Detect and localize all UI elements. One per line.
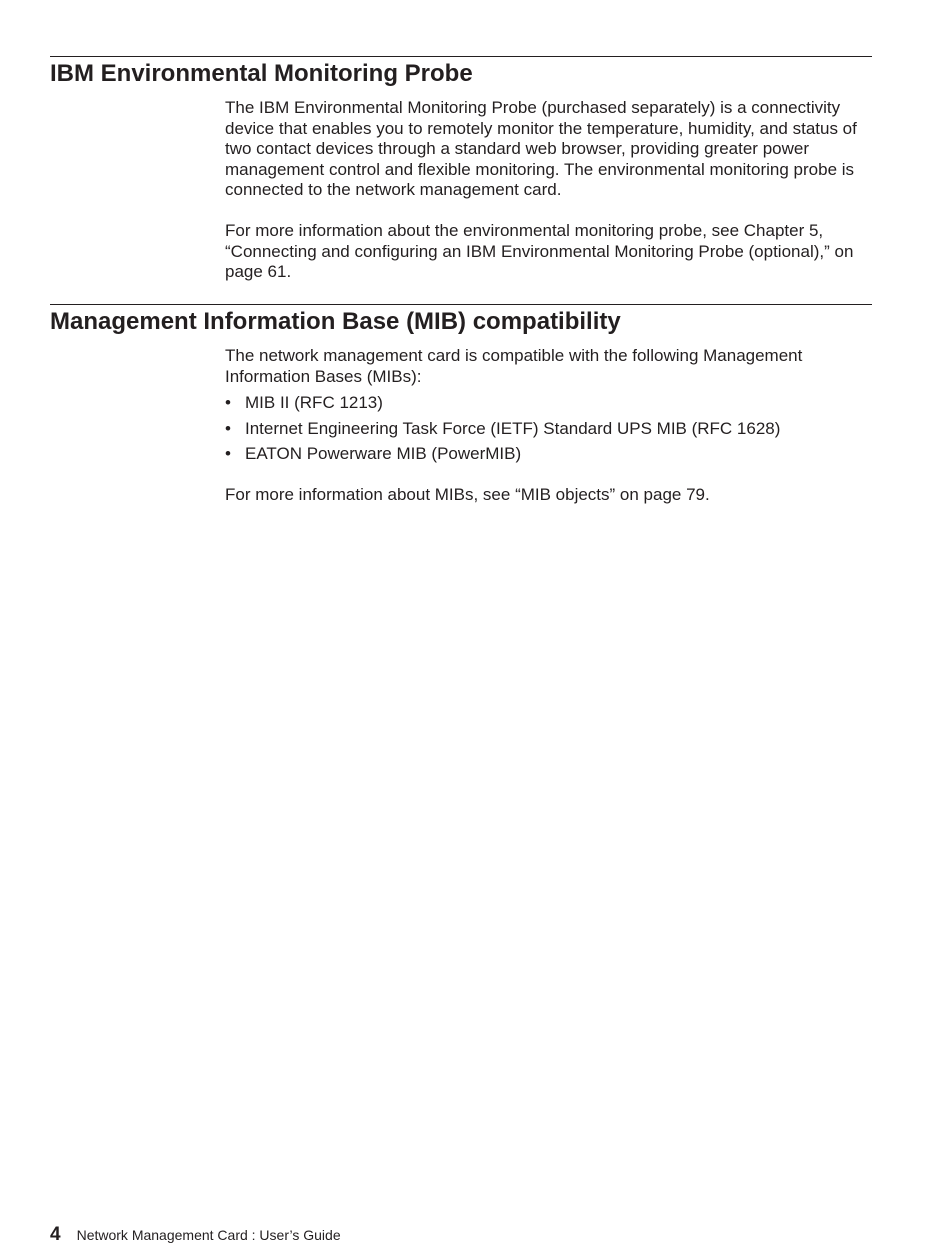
list-item-text: EATON Powerware MIB (PowerMIB): [245, 444, 522, 463]
mib-list: [225, 393, 780, 470]
mib-intro-paragraph: The network management card is compatible with the following Management Information Bases (MIBs):: [225, 346, 803, 386]
bullet-icon: •: [225, 418, 231, 438]
probe-more-info-paragraph: For more information about the environmental monitoring probe, see Chapter 5, “Connecting and configuring an IBM Environmental Monitoring Probe (optional),” on page 61.: [225, 221, 854, 282]
list-item-text: MIB II (RFC 1213): [245, 393, 383, 412]
bullet-icon: •: [225, 393, 231, 412]
list-item: [225, 393, 780, 419]
probe-description-paragraph: The IBM Environmental Monitoring Probe (purchased separately) is a connectivity device that enables you to remotely monitor the temperature, humidity, and status of two contact devices through a standard web browser, providing greater power management control and flexible monitoring. The environmental monitoring probe is connected to the network management card.: [225, 98, 857, 200]
bullet-icon: •: [225, 444, 231, 463]
list-item: [225, 419, 780, 445]
page-number: 4: [50, 1224, 61, 1245]
section-heading-mib: Management Information Base (MIB) compatibility: [50, 308, 621, 335]
section-rule-probe: [50, 56, 872, 57]
section-rule-mib: [50, 304, 872, 305]
section-heading-probe: IBM Environmental Monitoring Probe: [50, 60, 473, 87]
page-footer: [50, 1224, 341, 1246]
document-title: Network Management Card : User’s Guide: [76, 1227, 341, 1243]
mib-more-info-paragraph: For more information about MIBs, see “MIB objects” on page 79.: [225, 485, 710, 504]
list-item-text: Internet Engineering Task Force (IETF) Standard UPS MIB (RFC 1628): [245, 418, 781, 438]
list-item: [225, 444, 780, 470]
